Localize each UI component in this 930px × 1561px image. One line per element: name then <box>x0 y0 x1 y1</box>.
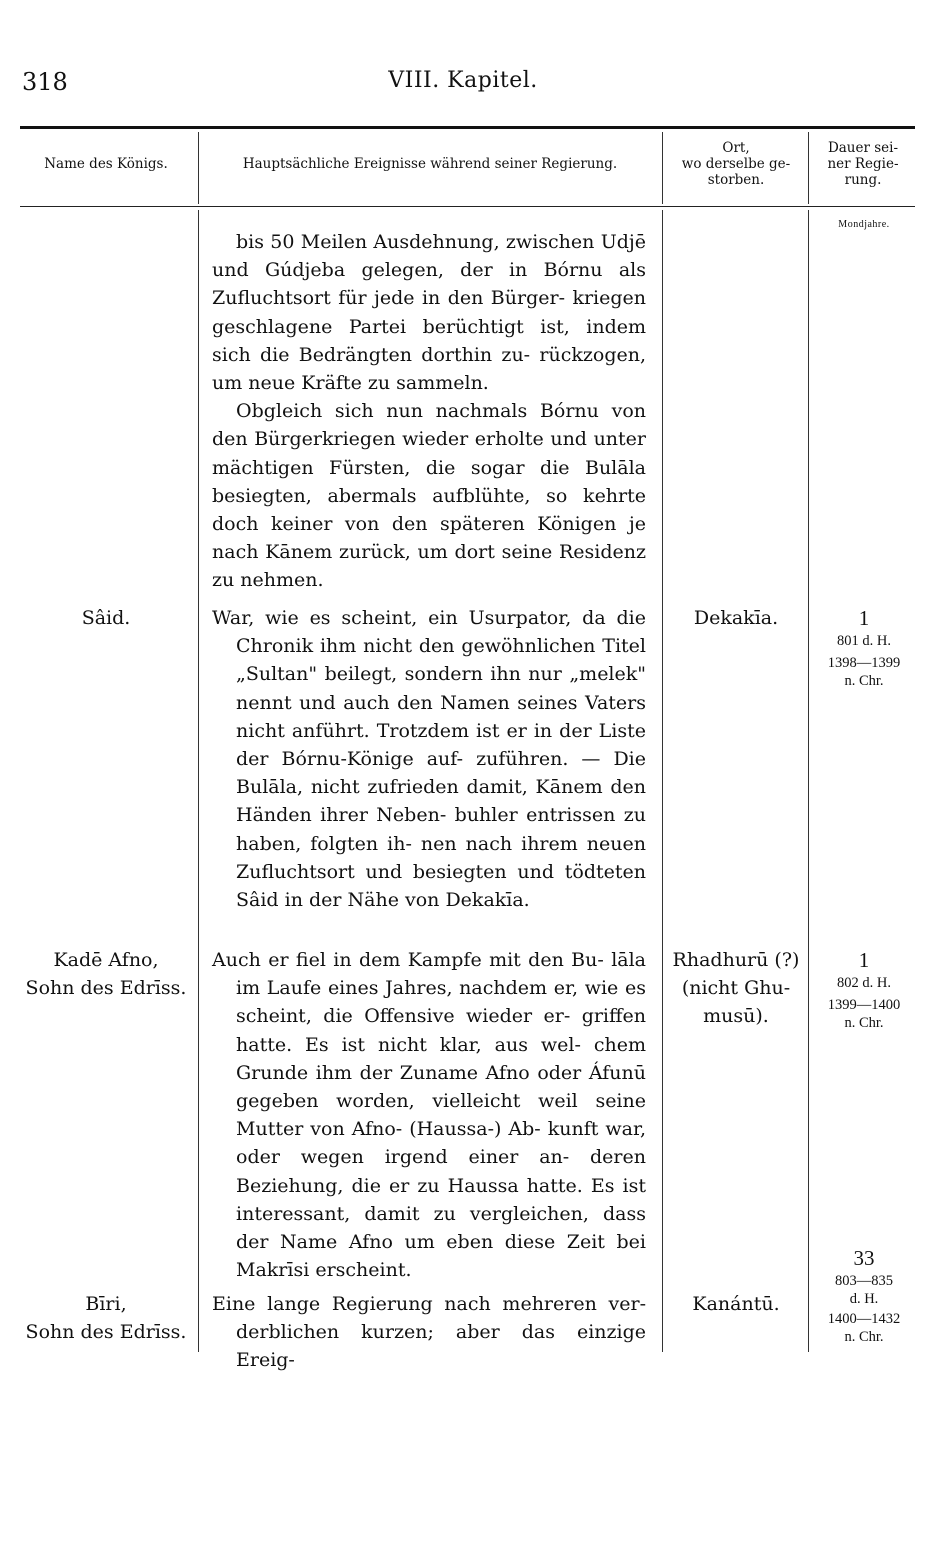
text-line: lāla im Laufe eines Jahres, nachdem er, <box>236 949 646 1000</box>
reign-chr: n. Chr. <box>844 1015 884 1031</box>
text-line: Udjē und Gúdjeba gelegen, der in Bórnu <box>212 231 646 282</box>
reign-chr: n. Chr. <box>844 673 884 689</box>
text-line: „melek" nennt und auch den Namen <box>236 663 647 714</box>
column-header-place <box>664 140 808 188</box>
text-line: bis 50 Meilen Ausdehnung, zwischen <box>236 231 595 253</box>
text-line: seines Vaters nicht anführt. Trotzdem <box>236 691 647 742</box>
text-line: als Zufluchtsort für jede in den Bürger- <box>212 259 646 310</box>
king-name-line: Sohn des Edrīss. <box>25 1321 187 1343</box>
text-line: buhler entrissen zu haben, folgten ih- <box>236 804 647 855</box>
events-cell-kade-afno <box>212 946 646 1284</box>
king-name-biri <box>18 1290 194 1346</box>
text-line: nen nach ihrem neuen Zufluchtsort und <box>236 832 647 883</box>
place-line: Rhadhurū (?) <box>672 949 800 971</box>
events-paragraph <box>212 228 646 397</box>
column-divider <box>808 210 809 1352</box>
place-line: Dekakīa. <box>693 607 779 629</box>
text-line: rückzogen, um neue Kräfte zu sammeln. <box>212 343 646 395</box>
king-name-line: Bīri, <box>85 1293 127 1315</box>
king-name-said <box>18 604 194 632</box>
place-line: (nicht Ghu- <box>681 977 791 999</box>
page-header <box>18 68 908 98</box>
reign-hijra: d. H. <box>849 1291 879 1307</box>
page-number: 318 <box>22 68 68 96</box>
text-line: griffen hatte. Es ist nicht klar, aus wel- <box>236 1005 646 1056</box>
text-line: von Dekakīa. <box>405 889 530 912</box>
events-cell-biri <box>212 1290 646 1375</box>
text-line: Titel „Sultan" beilegt, sondern ihn nur <box>236 635 646 686</box>
reign-hijra: 802 d. H. <box>837 975 891 991</box>
reign-chr: n. Chr. <box>844 1329 884 1345</box>
reign-hijra-years: 803—835 <box>835 1273 893 1289</box>
column-header-duration-line: ner Regie- <box>827 156 899 172</box>
text-line: kriegen geschlagene Partei berüchtigt ist, <box>212 287 646 338</box>
text-line: bei Makrīsi erscheint. <box>236 1231 646 1282</box>
text-line: Chronik ihm nicht den gewöhnlichen <box>236 635 596 658</box>
place-line: musū). <box>703 1005 769 1027</box>
text-line: Königen je nach Kānem zurück, um dort <box>212 513 646 564</box>
text-line: Es ist interessant, damit zu vergleichen, <box>236 1174 646 1225</box>
column-header-duration <box>810 140 916 188</box>
column-header-place-line: Ort, <box>722 140 750 156</box>
king-name-line: Kadē Afno, <box>53 949 159 971</box>
column-header-duration-line: rung. <box>844 172 882 188</box>
text-line: derblichen kurzen; aber das einzige Ereig- <box>236 1321 646 1372</box>
events-paragraph <box>212 1290 646 1375</box>
text-line: Auch er fiel in dem Kampfe mit den Bu- <box>212 949 604 971</box>
column-header-place-line: storben. <box>707 172 765 188</box>
column-divider <box>198 132 199 204</box>
place-line: Kanántū. <box>692 1293 780 1315</box>
text-line: seine Mutter von Afno- (Haussa-) Ab- <box>236 1090 646 1141</box>
text-line: unter mächtigen Fürsten, die sogar die <box>212 428 646 479</box>
reign-years: 1 <box>858 606 870 630</box>
table-top-rule <box>20 126 915 129</box>
events-cell-said <box>212 604 646 914</box>
text-line: so kehrte doch keiner von den späteren <box>212 484 647 536</box>
reign-years: 33 <box>853 1246 875 1270</box>
column-header-name: Name des Königs. <box>44 156 168 172</box>
text-line: Eine lange Regierung nach mehreren ver- <box>212 1293 646 1315</box>
events-paragraph <box>212 946 646 1284</box>
reign-years: 1 <box>858 948 870 972</box>
text-line: Obgleich sich nun nachmals Bórnu von <box>236 400 646 423</box>
column-header-place-line: wo derselbe ge- <box>681 156 791 172</box>
death-place-kade-afno <box>666 946 806 1030</box>
text-line: besiegten und tödteten Sâid in der Nähe <box>236 860 646 912</box>
column-header-duration-line: Dauer sei- <box>827 140 899 156</box>
text-line: seine Residenz zu nehmen. <box>212 541 647 592</box>
reign-chr-years: 1399—1400 <box>827 997 901 1013</box>
reign-duration-said <box>810 604 918 690</box>
text-line: Bulāla besiegten, abermals aufblühte, <box>212 456 646 507</box>
text-line: chem Grunde ihm der Zuname Afno oder <box>236 1033 646 1084</box>
king-name-line: Sohn des Edrīss. <box>25 977 187 999</box>
column-divider <box>662 132 663 204</box>
column-header-events: Hauptsächliche Ereignisse während seiner Regierung. <box>242 156 618 172</box>
events-paragraph <box>212 397 646 594</box>
text-line: damit, Kānem den Händen ihrer Neben- <box>236 776 646 827</box>
text-line: ist er in der Liste der Bórnu-Könige auf- <box>236 719 647 771</box>
reign-chr-years: 1400—1432 <box>827 1311 901 1327</box>
column-divider <box>198 210 199 1352</box>
reign-chr-years: 1398—1399 <box>827 655 901 671</box>
chapter-title: VIII. Kapitel. <box>388 68 538 93</box>
events-paragraph <box>212 604 646 914</box>
events-cell-continuation <box>212 228 646 595</box>
king-name-kade-afno <box>18 946 194 1002</box>
column-divider <box>808 132 809 204</box>
king-name-line: Sâid. <box>81 607 131 629</box>
text-line: indem sich die Bedrängten dorthin zu- <box>212 315 647 366</box>
duration-unit-label: Mondjahre. <box>838 219 890 230</box>
text-line: den Bürgerkriegen wieder erholte und <box>212 428 587 451</box>
text-line: wie es scheint, die Offensive wieder er- <box>236 977 646 1028</box>
text-line: deren Beziehung, die er zu Haussa hatte. <box>236 1146 646 1197</box>
death-place-said <box>666 604 806 632</box>
duration-unit <box>810 214 918 232</box>
reign-hijra: 801 d. H. <box>837 633 891 649</box>
text-line: War, wie es scheint, ein Usurpator, da die <box>212 607 646 629</box>
death-place-biri <box>666 1290 806 1318</box>
reign-duration-kade-afno <box>810 946 918 1032</box>
text-line: zuführen. — Die Bulāla, nicht zufrieden <box>236 748 646 799</box>
text-line: Áfunū gegeben worden, vielleicht weil <box>236 1061 646 1113</box>
text-line: dass der Name Afno um eben diese Zeit <box>236 1202 646 1254</box>
table-header-rule <box>20 206 915 207</box>
reign-duration-biri <box>810 1244 918 1346</box>
text-line: kunft war, oder wegen irgend einer an- <box>236 1118 646 1169</box>
column-divider <box>662 210 663 1352</box>
